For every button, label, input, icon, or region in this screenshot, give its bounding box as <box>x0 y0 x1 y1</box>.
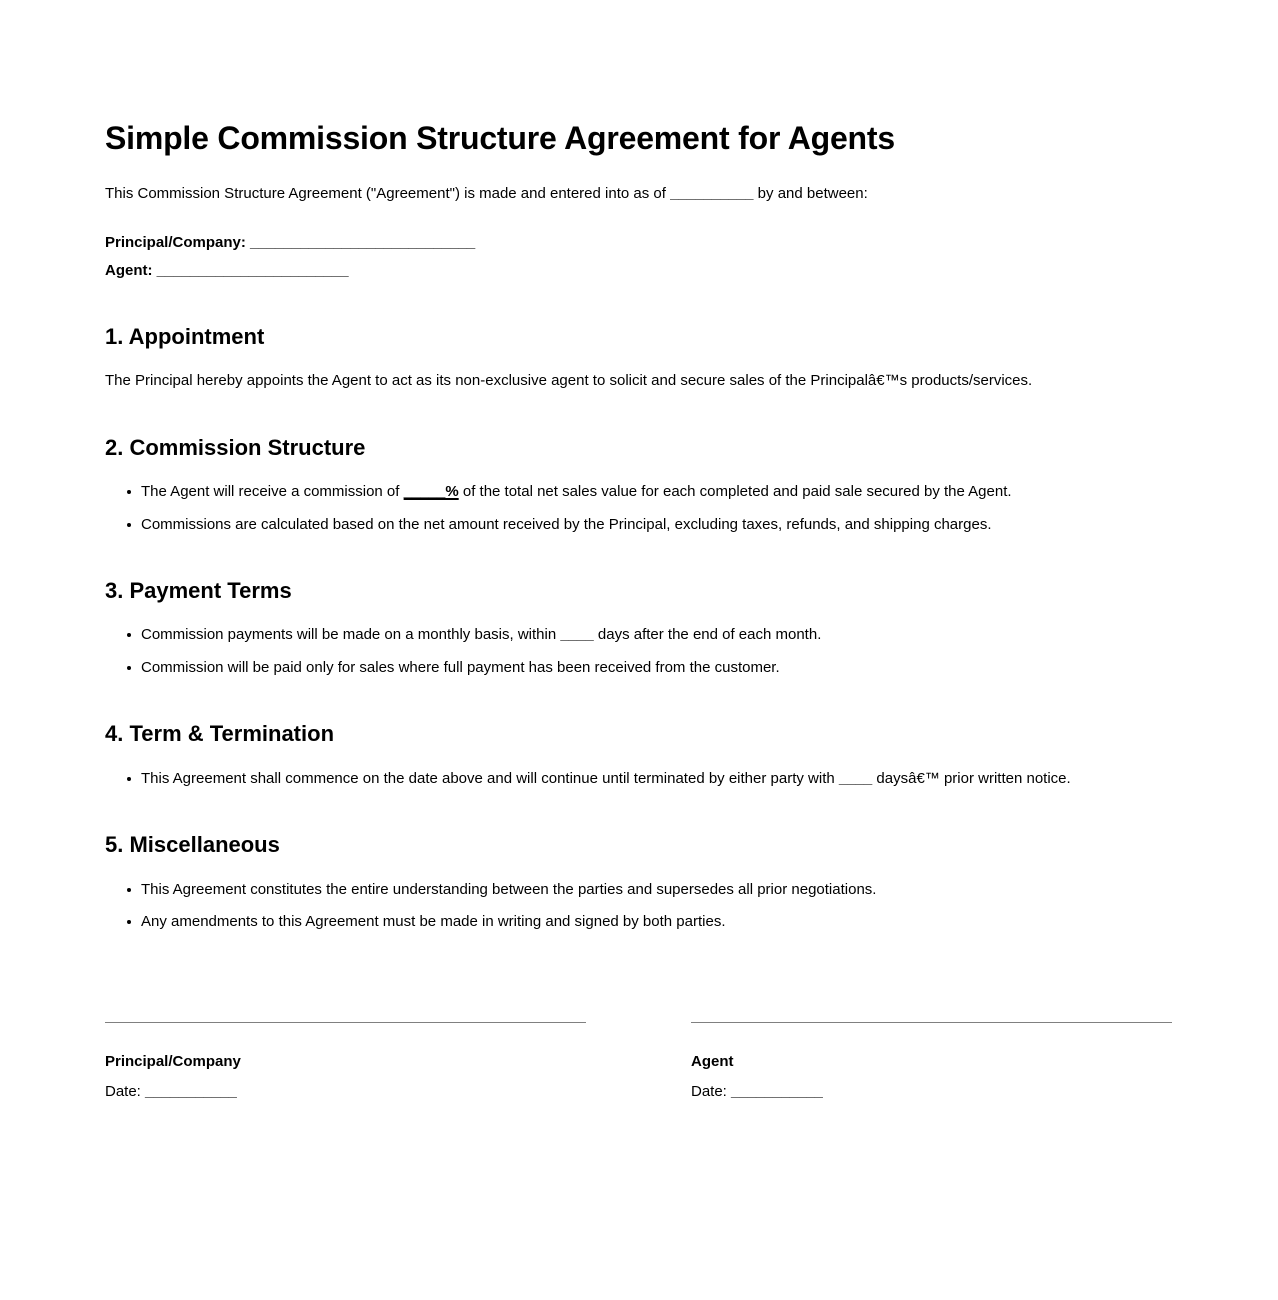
signature-date-blank[interactable]: ___________ <box>731 1083 823 1101</box>
section-heading-appointment: 1. Appointment <box>105 323 265 349</box>
list-item: This Agreement constitutes the entire understanding between the parties and supersedes all prior negotiations. <box>127 879 1173 902</box>
party-agent-blank[interactable]: _______________________ <box>156 261 349 279</box>
bullet-text-before: The Agent will receive a commission of <box>141 483 404 501</box>
page-title: Simple Commission Structure Agreement for Agents <box>105 120 895 156</box>
signature-block <box>105 1022 1173 1104</box>
list-item: Any amendments to this Agreement must be made in writing and signed by both parties. <box>127 911 1173 934</box>
section-list-commission-structure <box>105 481 1173 536</box>
signature-role-principal: Principal/Company <box>105 1052 241 1070</box>
section-body-appointment: The Principal hereby appoints the Agent to act as its non-exclusive agent to solicit and secure sales of the Principalâ€™s products/services. <box>105 372 1033 390</box>
signature-column-principal <box>105 1022 586 1104</box>
bullet-text-after: days after the end of each month. <box>593 626 822 644</box>
section-heading-miscellaneous: 5. Miscellaneous <box>105 832 280 858</box>
payment-days-blank[interactable]: ____ <box>560 626 594 644</box>
section-heading-commission-structure: 2. Commission Structure <box>105 434 366 460</box>
section-heading-payment-terms: 3. Payment Terms <box>105 578 292 604</box>
signature-date-principal <box>105 1081 586 1104</box>
bullet-text-after: of the total net sales value for each completed and paid sale secured by the Agent. <box>458 483 1012 501</box>
intro-text-after: by and between: <box>753 184 868 202</box>
signature-line-principal[interactable] <box>105 1022 586 1023</box>
bullet-text-before: Commission payments will be made on a monthly basis, within <box>141 626 561 644</box>
bullet-text-before: This Agreement shall commence on the date above and will continue until terminated by either party with <box>141 769 839 787</box>
date-blank[interactable]: __________ <box>670 184 754 202</box>
section-list-payment-terms <box>105 624 1173 679</box>
signature-column-agent <box>691 1022 1172 1104</box>
signature-role-agent: Agent <box>691 1052 734 1070</box>
section-list-term-termination <box>105 768 1173 791</box>
signature-date-blank[interactable]: ___________ <box>145 1083 237 1101</box>
signature-date-agent <box>691 1081 1172 1104</box>
signature-line-agent[interactable] <box>691 1022 1172 1023</box>
party-principal-blank[interactable]: ___________________________ <box>250 234 476 252</box>
party-principal <box>105 231 1173 254</box>
list-item: Commission will be paid only for sales where full payment has been received from the customer. <box>127 657 1173 680</box>
party-agent-label: Agent: <box>105 261 153 279</box>
intro-paragraph <box>105 183 1173 206</box>
section-heading-term-termination: 4. Term & Termination <box>105 721 335 747</box>
notice-days-blank[interactable]: ____ <box>838 769 873 787</box>
commission-percent-blank[interactable]: _____% <box>403 483 459 501</box>
section-list-miscellaneous <box>105 879 1173 934</box>
list-item <box>127 624 1173 647</box>
signature-date-label: Date: <box>105 1083 141 1101</box>
party-principal-label: Principal/Company: <box>105 234 246 252</box>
list-item <box>127 481 1173 504</box>
signature-date-label: Date: <box>691 1083 727 1101</box>
bullet-text-after: daysâ€™ prior written notice. <box>872 769 1071 787</box>
list-item: Commissions are calculated based on the net amount received by the Principal, excluding taxes, refunds, and shipping charges. <box>127 514 1173 537</box>
intro-text-before: This Commission Structure Agreement ("Agreement") is made and entered into as of <box>105 184 671 202</box>
party-agent <box>105 259 1173 282</box>
list-item <box>127 768 1173 791</box>
